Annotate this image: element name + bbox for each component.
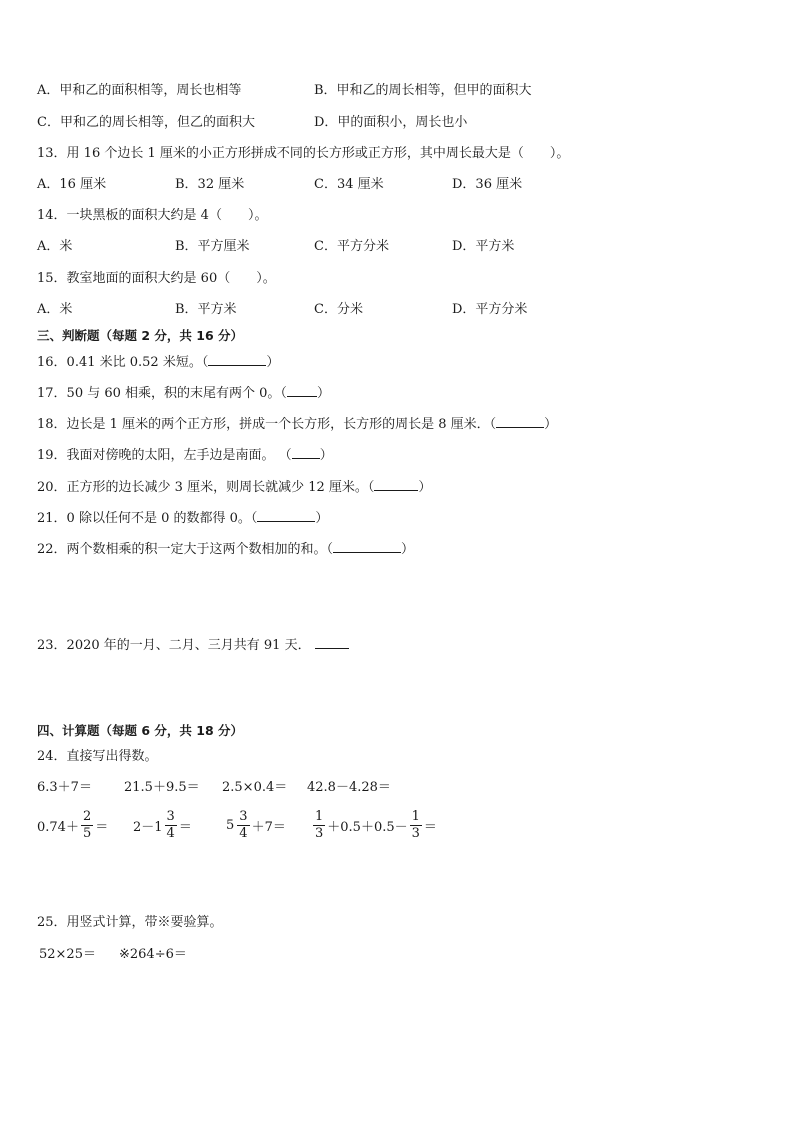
fraction-denominator: 5 [82,825,92,841]
q21-answer-blank[interactable] [257,509,315,522]
fraction-denominator: 3 [315,825,324,841]
q18-text: 18．边长是 1 厘米的两个正方形，拼成一个长方形，长方形的周长是 8 厘米．（ [37,417,497,432]
q13-option-b: B．32 厘米 [175,177,245,192]
q25-calc-2: ※264÷6＝ [119,947,187,962]
q14-option-b: B．平方厘米 [175,239,250,254]
q20-text: 20．正方形的边长减少 3 厘米，则周长就减少 12 厘米。（ [37,480,375,495]
fraction-numerator: 1 [411,808,420,824]
q13-option-c: C．34 厘米 [314,177,384,192]
q20-answer-blank[interactable] [374,478,418,491]
q22-close: ） [401,542,415,557]
q24-calc-3: 2.5×0.4＝ [222,780,288,795]
q24-calc-2: 21.5＋9.5＝ [124,780,200,795]
q12-option-a: A．甲和乙的面积相等，周长也相等 [37,83,242,98]
fraction-numerator: 1 [315,808,324,824]
fraction-denominator: 4 [239,825,248,841]
q15-text: 15．教室地面的面积大约是 60（ ）。 [37,271,276,286]
q18-close: ） [544,417,558,432]
q12-option-d: D．甲的面积小，周长也小 [314,115,468,130]
q14-text: 14．一块黑板的面积大约是 4（ ）。 [37,208,268,223]
q17-text: 17．50 与 60 相乘，积的末尾有两个 0。（ [37,386,287,401]
q20-close: ） [418,480,432,495]
q20 [37,478,431,497]
q24-e2-post: ＝ [178,819,192,835]
q12-option-c: C．甲和乙的周长相等，但乙的面积大 [37,115,255,130]
fraction [165,809,177,842]
q19-close: ） [319,448,333,463]
q22-text: 22．两个数相乘的积一定大于这两个数相加的和。（ [37,542,334,557]
section3-title: 三、判断题（每题 2 分，共 16 分） [37,328,244,343]
q25-calc-1: 52×25＝ [39,947,96,962]
q24-frac-expr-4 [311,803,437,847]
q17-close: ） [316,386,330,401]
q24-e3-whole: 5 [226,817,235,833]
q23-text: 23．2020 年的一月、二月、三月共有 91 天． [37,638,311,653]
q18 [37,415,557,434]
q24-e1-pre: 0.74＋ [37,819,79,835]
q19-text: 19．我面对傍晚的太阳，左手边是南面。 （ [37,448,292,463]
q24-text: 24．直接写出得数。 [37,749,158,764]
q18-answer-blank[interactable] [496,415,544,428]
fraction [313,809,325,842]
q16-answer-blank[interactable] [208,353,266,366]
q14-option-c: C．平方分米 [314,239,389,254]
q23 [37,636,349,655]
fraction-denominator: 4 [166,825,175,841]
fraction [237,809,249,842]
q15-option-a: A．米 [37,302,73,317]
q12-option-b: B．甲和乙的周长相等，但甲的面积大 [314,83,532,98]
q23-answer-blank[interactable] [315,636,349,649]
fraction-numerator: 3 [166,808,175,824]
fraction-numerator: 3 [239,808,248,824]
q24-frac-expr-3 [226,803,286,847]
q17 [37,384,330,403]
q19 [37,446,333,465]
q14-option-d: D．平方米 [452,239,515,254]
q15-option-b: B．平方米 [175,302,237,317]
q24-e4-mid: ＋0.5＋0.5－ [327,819,408,835]
fraction [410,809,422,842]
section4-title: 四、计算题（每题 6 分，共 18 分） [37,723,244,738]
q25-text: 25．用竖式计算，带※要验算。 [37,915,223,930]
q24-frac-expr-2 [133,803,192,847]
q19-answer-blank[interactable] [292,446,320,459]
q15-option-d: D．平方分米 [452,302,528,317]
q24-calc-1: 6.3＋7＝ [37,780,92,795]
fraction-numerator: 2 [82,808,92,824]
q14-option-a: A．米 [37,239,73,254]
q21 [37,509,328,528]
fraction-denominator: 3 [411,825,420,841]
q16 [37,353,279,372]
q24-calc-4: 42.8－4.28＝ [307,780,391,795]
q16-text: 16．0.41 米比 0.52 米短。（ [37,355,209,370]
q15-option-c: C．分米 [314,302,363,317]
q22 [37,540,414,559]
q13-option-d: D．36 厘米 [452,177,523,192]
q21-text: 21．0 除以任何不是 0 的数都得 0。（ [37,511,258,526]
fraction [81,809,93,842]
q24-e2-pre: 2－1 [133,819,163,835]
q22-answer-blank[interactable] [333,540,401,553]
q21-close: ） [315,511,329,526]
q16-close: ） [266,355,280,370]
q24-e3-post: ＋7＝ [251,819,286,835]
q24-e1-post: ＝ [95,819,109,835]
q13-option-a: A．16 厘米 [37,177,107,192]
q17-answer-blank[interactable] [287,384,317,397]
q24-frac-expr-1 [37,803,108,847]
q24-e4-post: ＝ [423,819,437,835]
q13-text: 13．用 16 个边长 1 厘米的小正方形拼成不同的长方形或正方形，其中周长最大是（ ）。 [37,146,570,161]
